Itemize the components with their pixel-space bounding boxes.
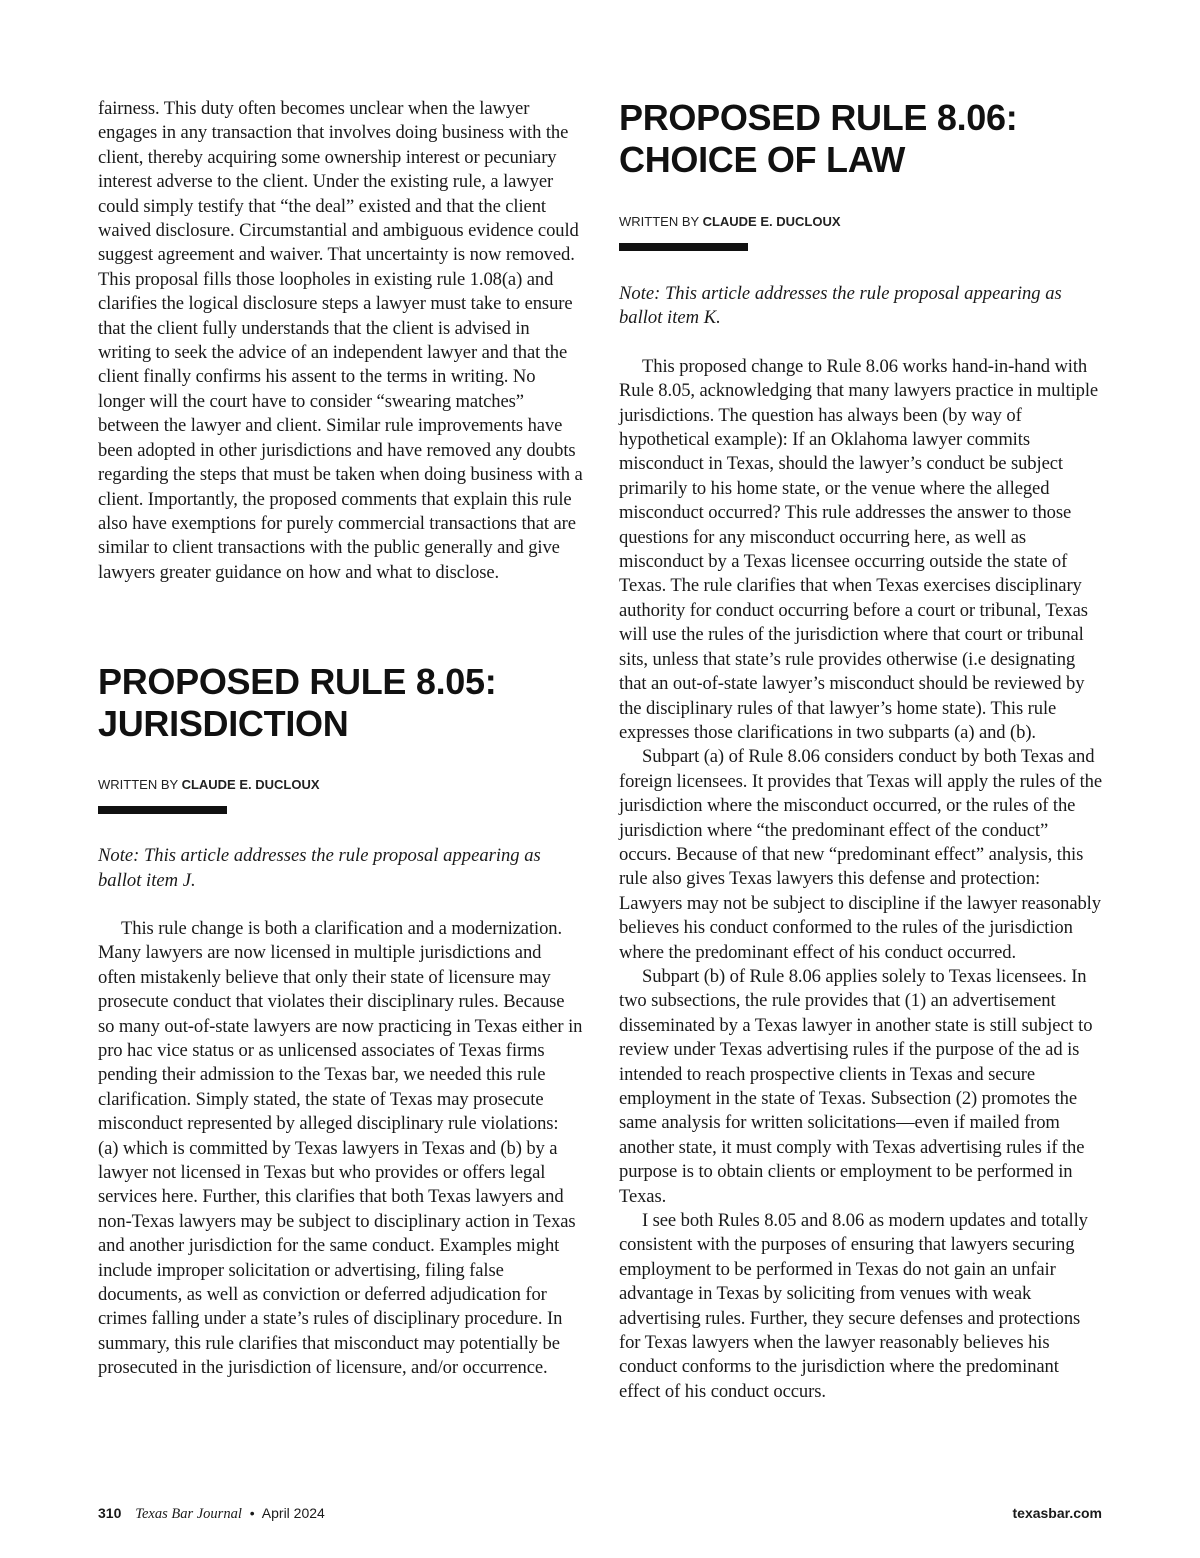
byline [98,777,583,793]
article-paragraph: Subpart (a) of Rule 8.06 considers conduct by both Texas and foreign licensees. It provides that Texas will apply the rules of the jurisdiction where the misconduct occurred, or the rules of the jurisdiction where “the predominant effect of the conduct” occurs. Because of that new “predominant effect” analysis, this rule also gives Texas lawyers this defense and protection: Lawyers may not be subject to discipline if the lawyer reasonably believes his conduct conformed to the rules of the jurisdiction where the predominant effect of his conduct occurred. [619,746,1103,963]
article-title-line2: CHOICE OF LAW [619,139,906,180]
article-title [619,97,1104,181]
journal-name: Texas Bar Journal [135,1506,242,1522]
page-number: 310 [98,1505,122,1521]
ballot-note: Note: This article addresses the rule proposal appearing as ballot item K. [619,283,1062,329]
continued-paragraph: fairness. This duty often becomes unclear when the lawyer engages in any transaction that involves doing business with the client, thereby acquiring some ownership interest or pecuniary interest adverse to the client. Under the existing rule, a lawyer could simply testify that “the deal” existed and that the client waived disclosure. Circumstantial and ambiguous evidence could suggest agreement and waiver. That uncertainty is now removed. This proposal fills those loopholes in existing rule 1.08(a) and clarifies the logical disclosure steps a lawyer must take to ensure that the client fully understands that the client is advised in writing to seek the advice of an independent lawyer and that the client finally confirms his assent to the terms in writing. No longer will the court have to consider “swearing matches” between the lawyer and client. Similar rule improvements have been adopted in other jurisdictions and have removed any doubts regarding the steps that must be taken when doing business with a client. Importantly, the proposed comments that explain this rule also have exemptions for purely commercial transactions that are similar to client transactions with the public generally and give lawyers greater guidance on how and what to disclose. [98,98,583,583]
byline [619,214,1104,230]
right-column [619,97,1104,1404]
article-title-line1: PROPOSED RULE 8.05: [98,661,497,703]
footer-folio [98,1503,325,1524]
article-paragraph: This rule change is both a clarification and a modernization. Many lawyers are now licensed in multiple jurisdictions and often mistakenly believe that only their state of licensure may prosecute conduct that violates their disciplinary rules. Because so many out-of-state lawyers are now practicing in Texas either in pro hac vice status or as unlicensed associates of Texas firms pending their admission to the Texas bar, we needed this rule clarification. Simply stated, the state of Texas may prosecute misconduct represented by alleged disciplinary rule violations: (a) which is committed by Texas lawyers in Texas and (b) by a lawyer not licensed in Texas but who provides or offers legal services here. Further, this clarifies that both Texas lawyers and non-Texas lawyers may be subject to disciplinary action in Texas and another jurisdiction for the same conduct. Examples might include improper solicitation or advertising, filing false documents, as well as conviction or deferred adjudication for crimes falling under a state’s rules of disciplinary procedure. In summary, this rule clarifies that misconduct may potentially be prosecuted in the jurisdiction of licensure, and/or occurrence. [98,917,583,1379]
author-name: CLAUDE E. DUCLOUX [702,214,841,229]
article-title [98,661,583,745]
author-name: CLAUDE E. DUCLOUX [181,777,320,793]
byline-rule [98,806,227,814]
article-paragraph: This proposed change to Rule 8.06 works hand-in-hand with Rule 8.05, acknowledging that many lawyers practice in multiple jurisdictions. The question has always been (by way of hypothetical example): If an Oklahoma lawyer commits misconduct in Texas, should the lawyer’s conduct be subject primarily to his home state, or the venue where the alleged misconduct occurred? This rule addresses the answer to those questions for any misconduct occurring here, as well as misconduct by a Texas licensee occurring outside the state of Texas. The rule clarifies that when Texas exercises disciplinary authority for conduct occurring before a court or tribunal, Texas will use the rules of the jurisdiction where that court or tribunal sits, unless that state’s rule provides otherwise (i.e designating that an out-of-state lawyer’s misconduct should be reviewed by the disciplinary rules of that lawyer’s home state). This rule expresses those clarifications in two subparts (a) and (b). [619,355,1099,743]
article-title-line1: PROPOSED RULE 8.06: [619,97,1018,138]
site-url: texasbar.com [1012,1505,1102,1521]
article-rule-8-05 [98,661,583,1381]
article-paragraph: Subpart (b) of Rule 8.06 applies solely to Texas licensees. In two subsections, the rule provides that (1) an advertisement disseminated by a Texas lawyer in another state is still subject to review under Texas advertising rules if the purpose of the ad is intended to reach prospective clients in Texas and secure employment in the state of Texas. Subsection (2) promotes the same analysis for written solicitations—even if mailed from another state, it must comply with Texas advertising rules if the purpose is to obtain clients or employment to be performed in Texas. [619,965,1093,1207]
article-rule-8-06 [619,97,1104,1404]
footer-separator: • [249,1505,255,1521]
left-column [98,97,583,1381]
page-footer [98,1503,1102,1525]
article-title-line2: JURISDICTION [98,703,349,745]
article-paragraph: I see both Rules 8.05 and 8.06 as modern updates and totally consistent with the purposes of ensuring that lawyers securing employment to be performed in Texas do not gain an unfair advantage in Texas by soliciting from venues with weak advertising rules. Further, they secure defenses and protections for Texas lawyers when the lawyer reasonably believes his conduct conforms to the jurisdiction where the predominant effect of his conduct occurs. [619,1210,1088,1402]
issue-date: April 2024 [261,1505,325,1521]
byline-prefix: WRITTEN BY [98,777,178,793]
ballot-note: Note: This article addresses the rule proposal appearing as ballot item J. [98,845,541,891]
byline-prefix: WRITTEN BY [619,214,699,229]
byline-rule [619,243,748,251]
